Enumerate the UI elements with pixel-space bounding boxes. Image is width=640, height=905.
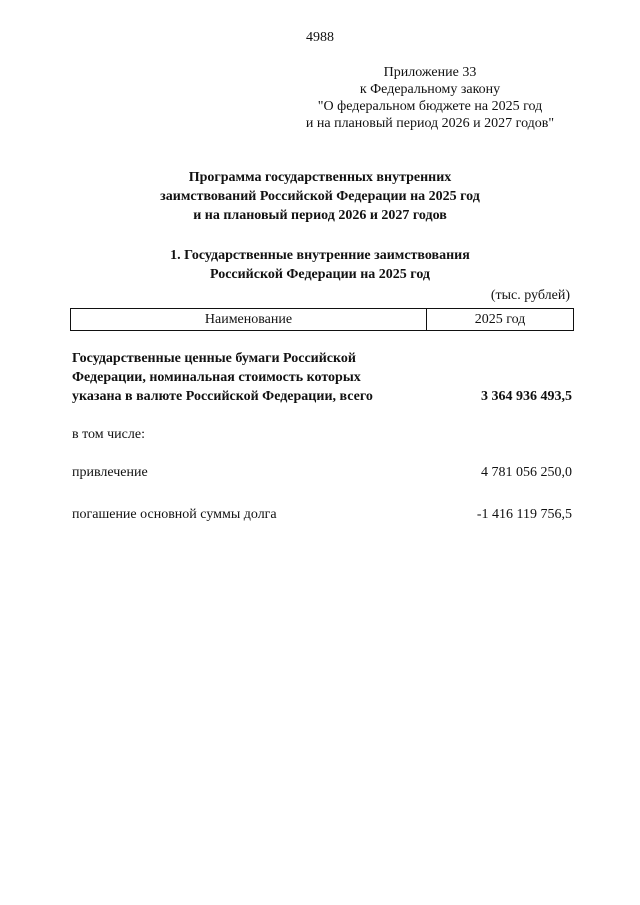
header-year: 2025 год (474, 312, 526, 327)
section-title-line: 1. Государственные внутренние заимствования (170, 248, 470, 263)
header-name: Наименование (71, 309, 427, 330)
page-number: 4988 (306, 30, 334, 45)
row-value: -1 416 119 756,5 (476, 507, 572, 522)
row-value: 4 781 056 250,0 (481, 465, 572, 480)
appendix-line: и на плановый период 2026 и 2027 годов" (305, 116, 555, 131)
title-line: Программа государственных внутренних (188, 170, 452, 185)
units-label: (тыс. рублей) (490, 288, 570, 303)
row-name-line: Федерации, номинальная стоимость которых (72, 370, 361, 385)
title-line: и на плановый период 2026 и 2027 годов (193, 208, 447, 223)
document-title (40, 168, 600, 225)
row-name: погашение основной суммы долга (72, 507, 277, 522)
appendix-reference (240, 64, 620, 132)
table-row-repayment (72, 505, 572, 524)
section-title-line: Российской Федерации на 2025 год (209, 267, 430, 282)
appendix-line: к Федеральному закону (359, 82, 501, 97)
row-value: 3 364 936 493,5 (481, 389, 572, 404)
table-row-including (72, 425, 572, 444)
title-line: заимствований Российской Федерации на 2025 год (160, 189, 480, 204)
appendix-line: "О федеральном бюджете на 2025 год (317, 99, 543, 114)
table-row-borrowing (72, 463, 572, 482)
row-name-line: Государственные ценные бумаги Российской (72, 351, 356, 366)
section-title (40, 246, 600, 284)
table-header (70, 308, 574, 331)
table-row-total (72, 349, 572, 406)
row-name: привлечение (72, 465, 148, 480)
appendix-line: Приложение 33 (383, 65, 477, 80)
row-name-line: указана в валюте Российской Федерации, всего (72, 389, 373, 404)
row-name: в том числе: (72, 427, 145, 442)
row-name (72, 349, 422, 406)
